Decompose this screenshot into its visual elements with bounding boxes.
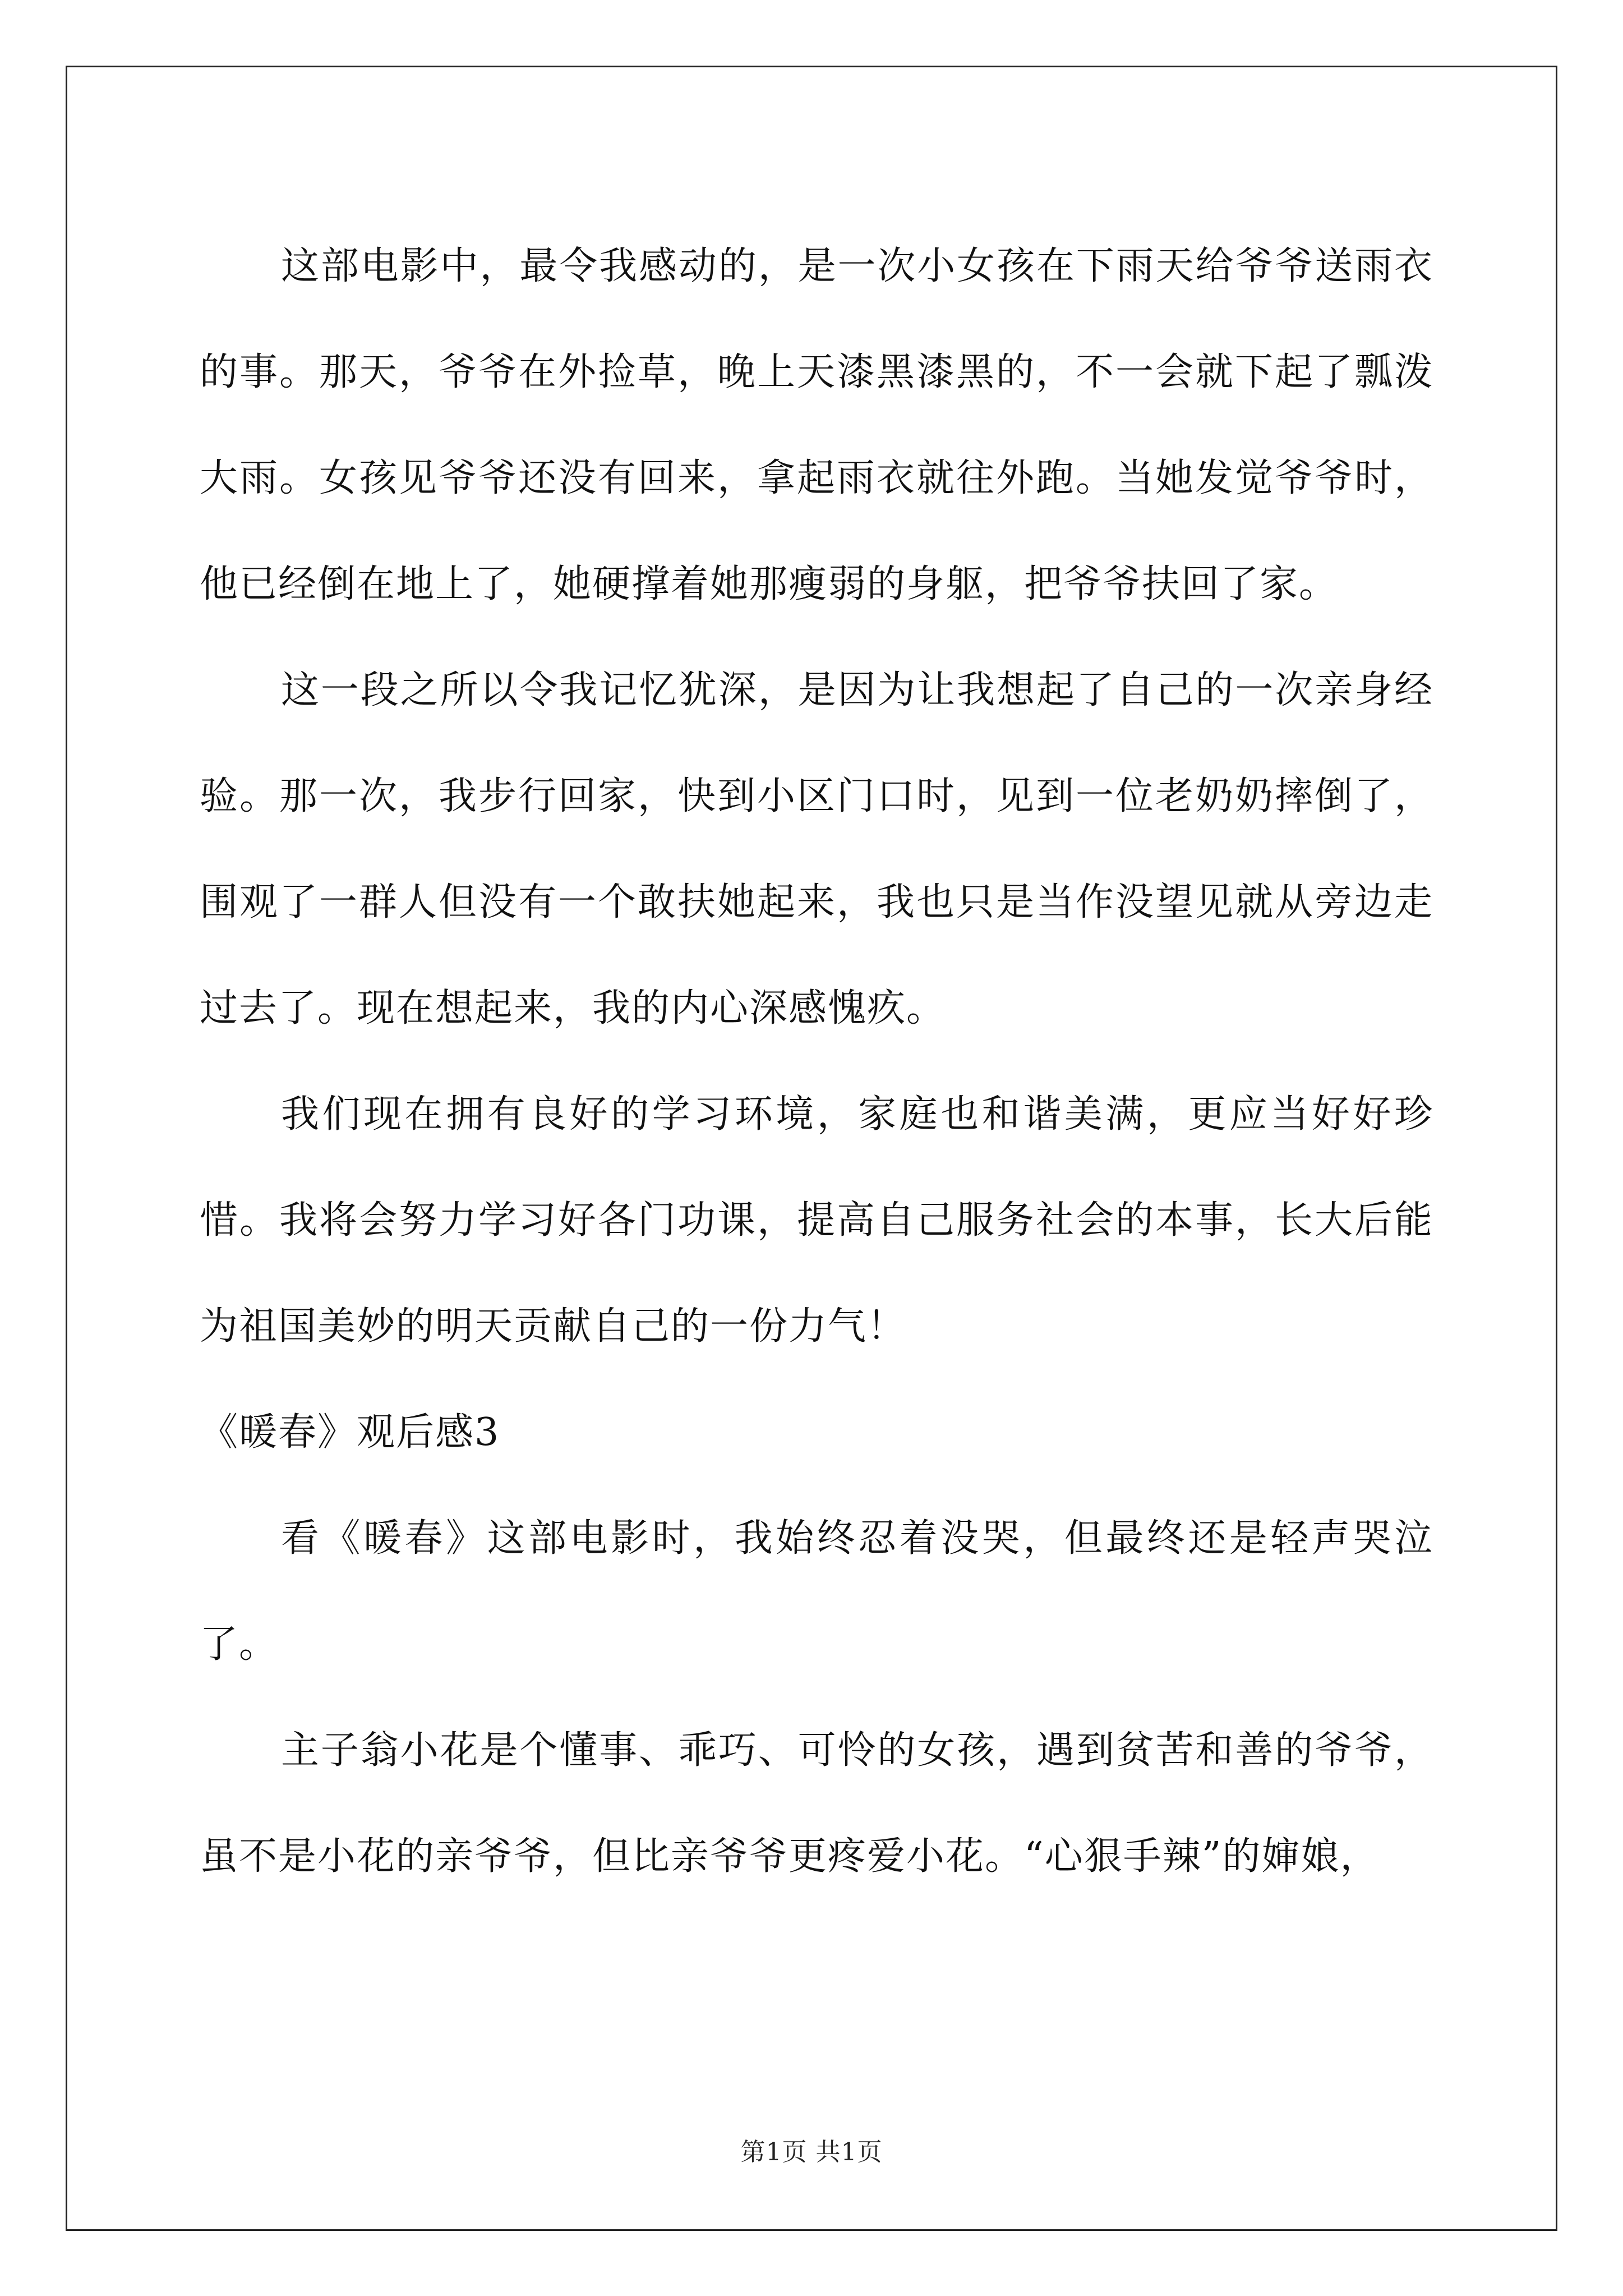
paragraph-4: 看《暖春》这部电影时，我始终忍着没哭，但最终还是轻声哭泣了。 (200, 1516, 1433, 1667)
section-heading: 《暖春》观后感3 (200, 1410, 500, 1455)
page-footer: 第1页 共1页 (740, 2138, 883, 2166)
paragraph-2: 这一段之所以令我记忆犹深，是因为让我想起了自己的一次亲身经验。那一次，我步行回家，快到小区门口时，见到一位老奶奶摔倒了，围观了一群人但没有一个敢扶她起来，我也只是当作没望见就从旁边走过去了。现在想起来，我的内心深感愧疚。 (200, 668, 1433, 1030)
paragraph-3: 我们现在拥有良好的学习环境，家庭也和谐美满，更应当好好珍惜。我将会努力学习好各门功课，提高自己服务社会的本事，长大后能为祖国美妙的明天贡献自己的一份力气！ (200, 1092, 1433, 1349)
paragraph-5: 主子翁小花是个懂事、乖巧、可怜的女孩，遇到贫苦和善的爷爷，虽不是小花的亲爷爷，但比亲爷爷更疼爱小花。“心狠手辣”的婶娘， (200, 1728, 1433, 1879)
paragraph-1: 这部电影中，最令我感动的，是一次小女孩在下雨天给爷爷送雨衣的事。那天，爷爷在外捡草，晚上天漆黑漆黑的，不一会就下起了瓢泼大雨。女孩见爷爷还没有回来，拿起雨衣就往外跑。当她发觉爷爷时，他已经倒在地上了，她硬撑着她那瘦弱的身躯，把爷爷扶回了家。 (200, 244, 1433, 606)
document-body (200, 213, 1433, 1910)
